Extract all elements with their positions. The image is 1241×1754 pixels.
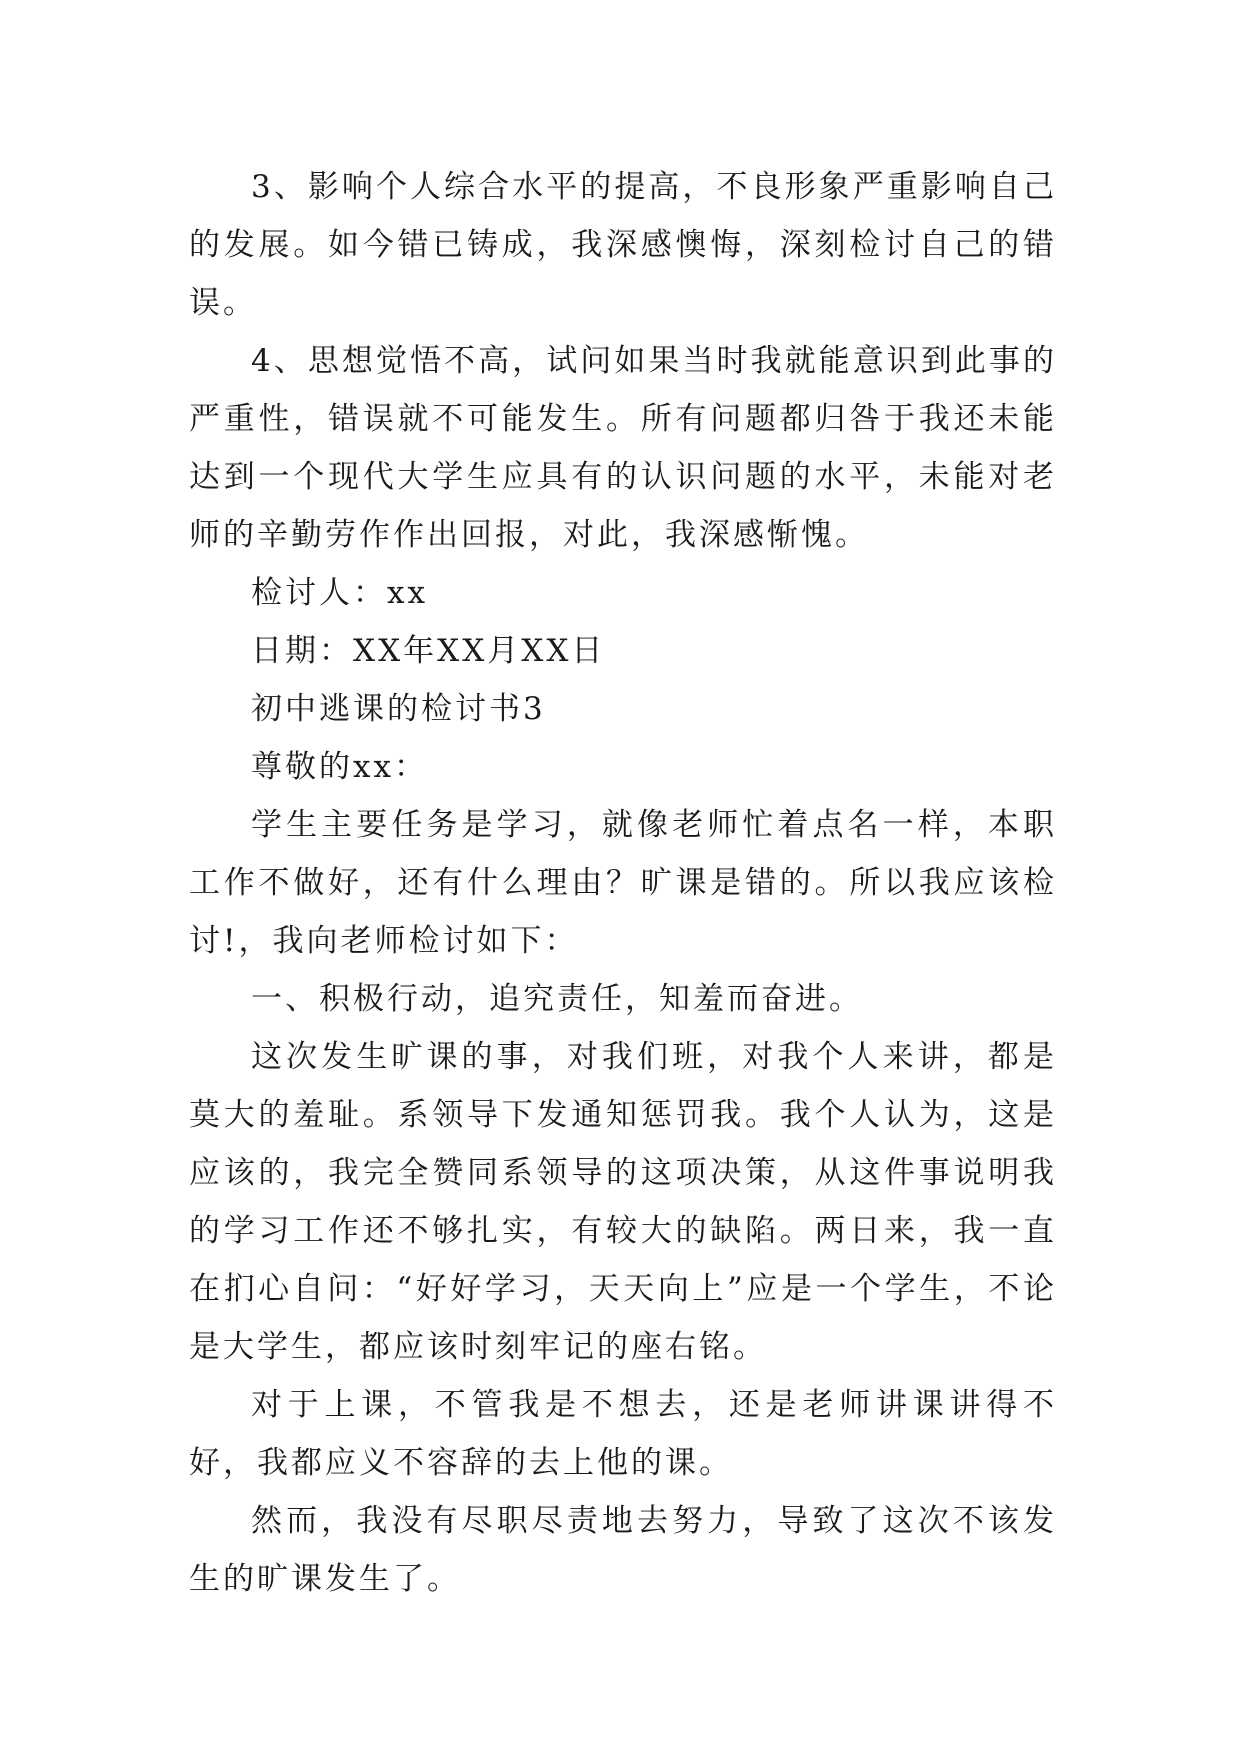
paragraph-body-3: 然而，我没有尽职尽责地去努力，导致了这次不该发生的旷课发生了。 (189, 1503, 1057, 1597)
paragraph-intro: 学生主要任务是学习，就像老师忙着点名一样，本职工作不做好，还有什么理由？旷课是错的。所以我应该检讨!，我向老师检讨如下： (189, 807, 1057, 959)
date-line: 日期：XX年XX月XX日 (251, 633, 606, 669)
document-body (189, 158, 1057, 1608)
paragraph-body-1: 这次发生旷课的事，对我们班，对我个人来讲，都是莫大的羞耻。系领导下发通知惩罚我。我个人认为，这是应该的，我完全赞同系领导的这项决策，从这件事说明我的学习工作还不够扎实，有较大的缺陷。两日来，我一直在扪心自问：“好好学习，天天向上”应是一个学生，不论是大学生，都应该时刻牢记的座右铭。 (189, 1039, 1057, 1365)
signature-line: 检讨人：xx (251, 575, 428, 611)
paragraph-body-2: 对于上课，不管我是不想去，还是老师讲课讲得不好，我都应义不容辞的去上他的课。 (189, 1387, 1057, 1481)
paragraph-point-3: 3、影响个人综合水平的提高，不良形象严重影响自己的发展。如今错已铸成，我深感懊悔，深刻检讨自己的错误。 (189, 169, 1057, 321)
paragraph-point-4: 4、思想觉悟不高，试问如果当时我就能意识到此事的严重性，错误就不可能发生。所有问题都归咎于我还未能达到一个现代大学生应具有的认识问题的水平，未能对老师的辛勤劳作作出回报，对此，我深感惭愧。 (189, 343, 1057, 553)
section-title: 初中逃课的检讨书3 (251, 691, 546, 727)
salutation: 尊敬的xx： (251, 749, 428, 785)
paragraph-heading-1: 一、积极行动，追究责任，知羞而奋进。 (251, 981, 863, 1017)
